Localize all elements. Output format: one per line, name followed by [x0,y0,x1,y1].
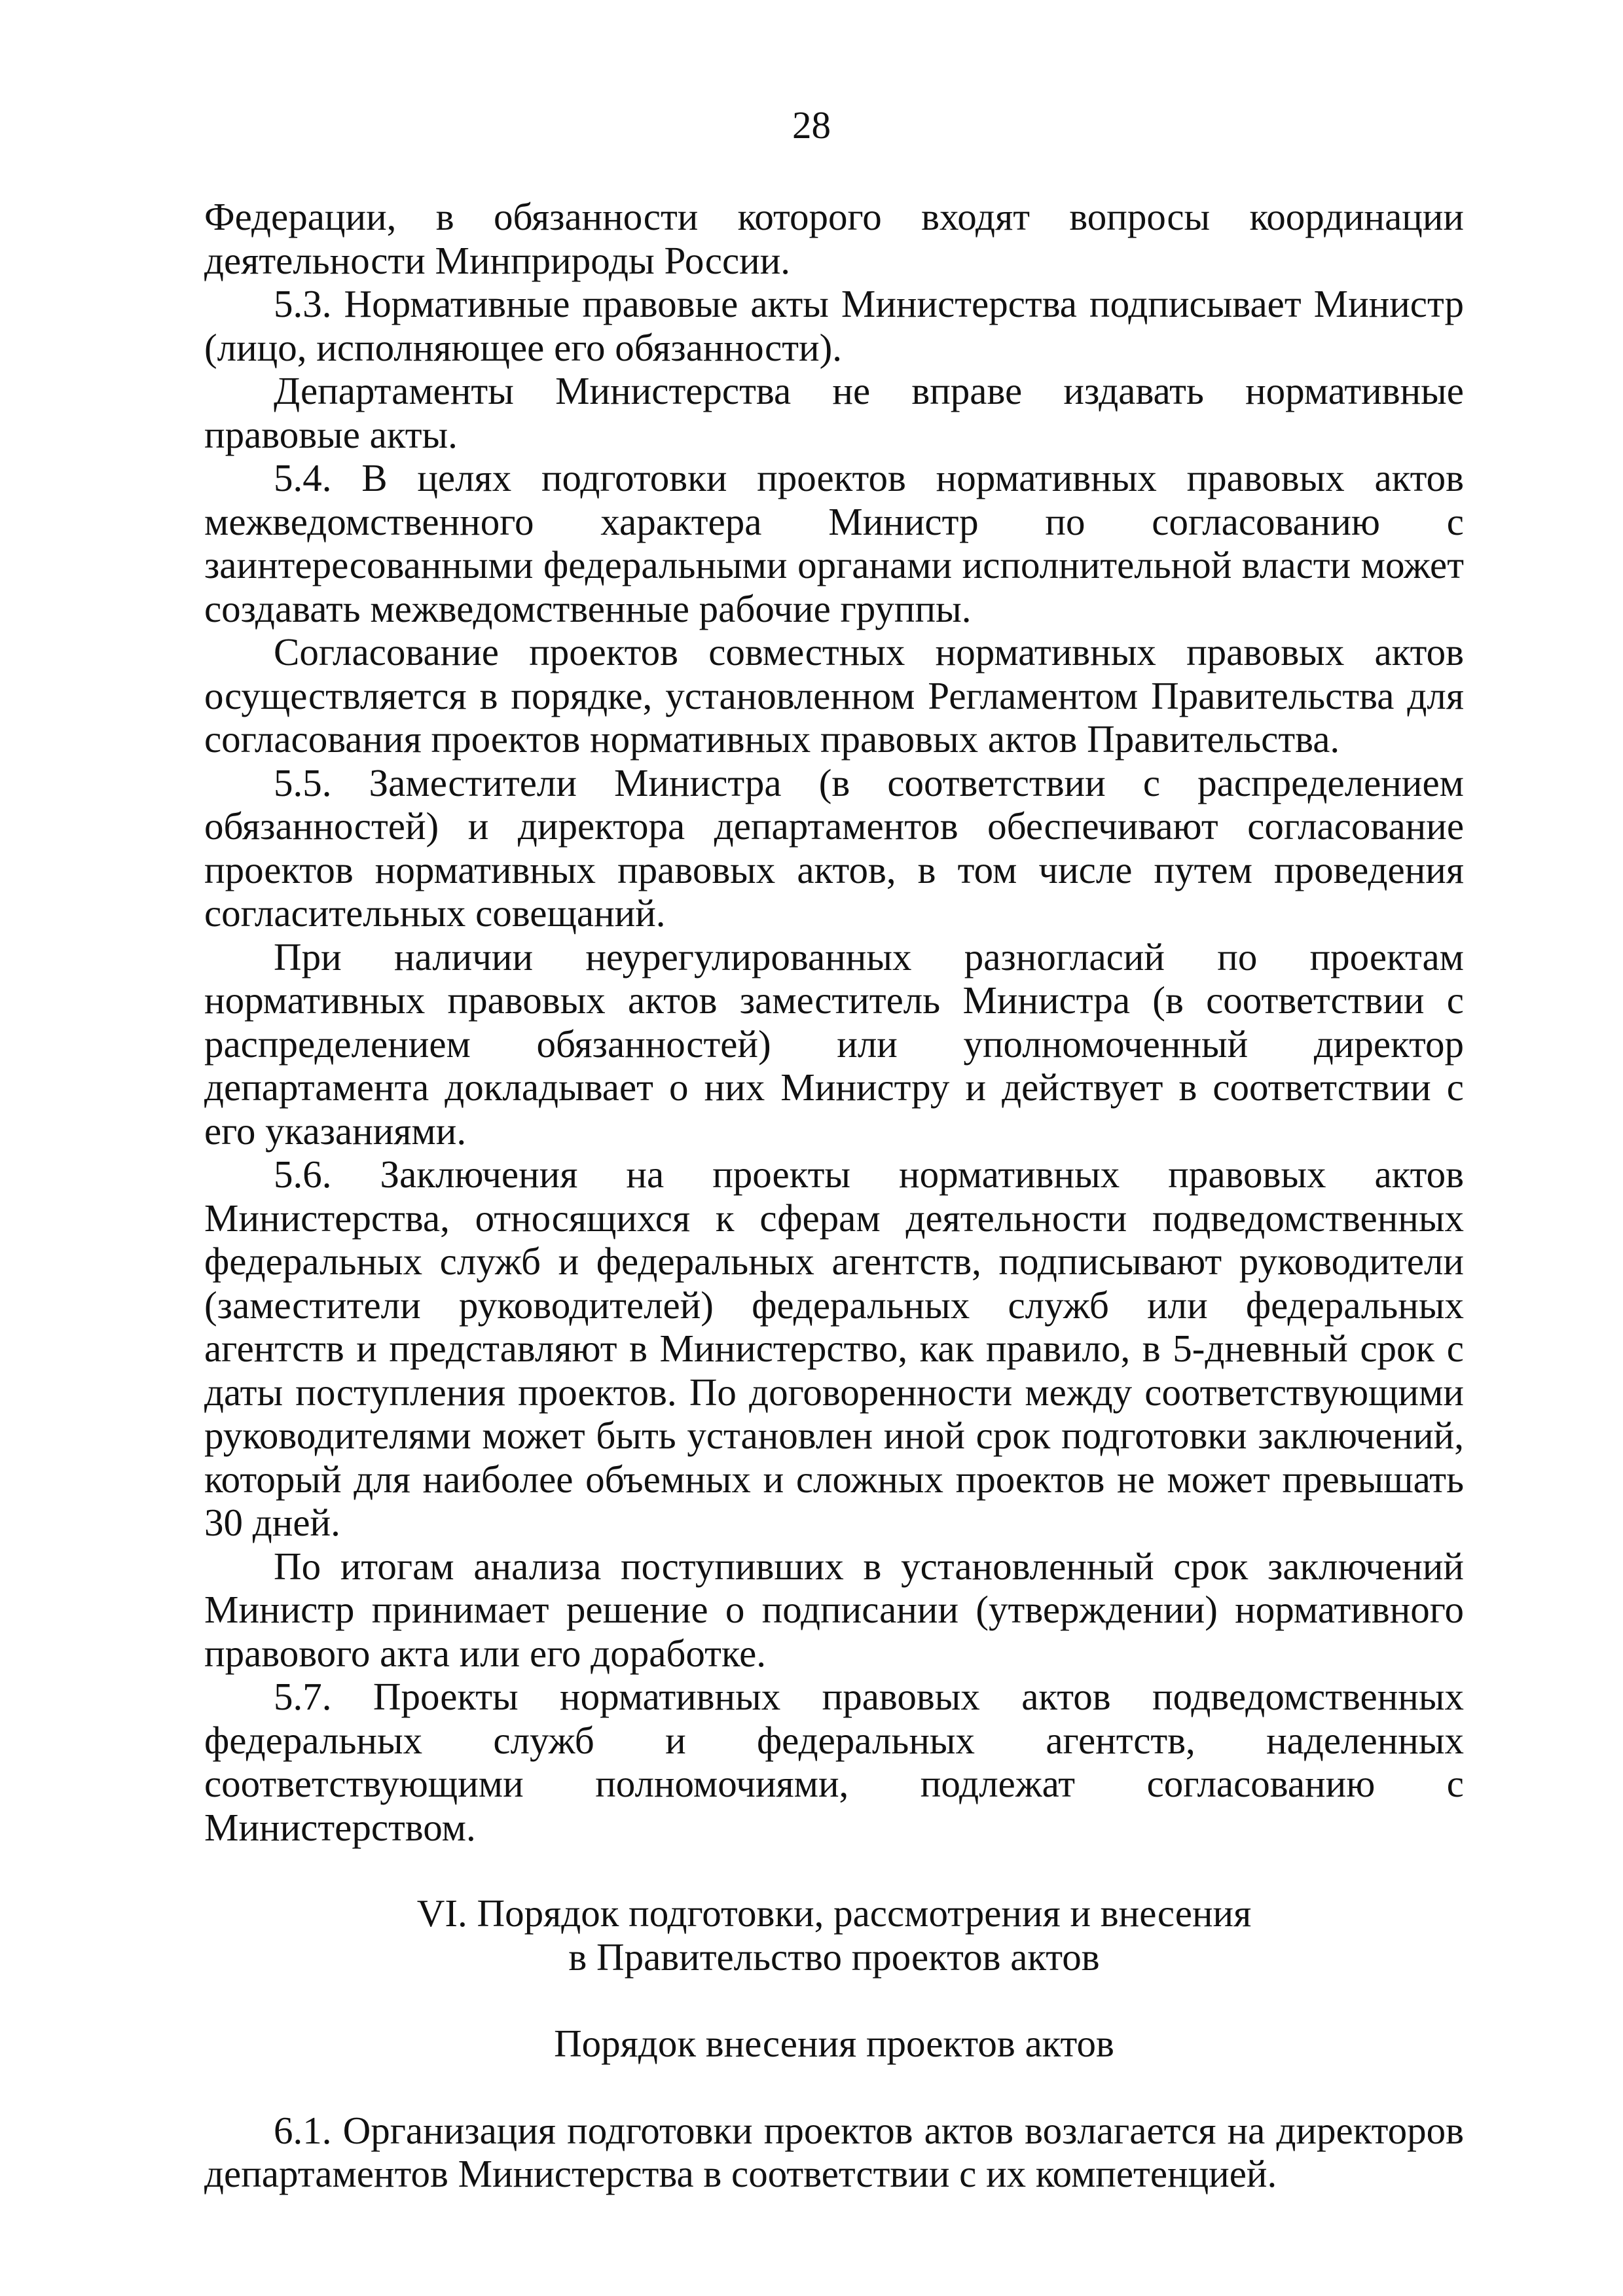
paragraph-5-4: 5.4. В целях подготовки проектов нормативных правовых актов межведомственного характера Министр по согласованию с заинтересованными федеральными органами исполнительной власти может создавать межведомственные рабочие группы. [204,456,1464,630]
paragraph-continuation: Федерации, в обязанности которого входят вопросы координации деятельности Минприроды России. [204,195,1464,282]
paragraph-5-5: 5.5. Заместители Министра (в соответствии с распределением обязанностей) и директора департаментов обеспечивают согласование проектов нормативных правовых актов, в том числе путем проведения согласительных совещаний. [204,761,1464,935]
section-heading-line-2: в Правительство проектов актов [568,1935,1100,1979]
paragraph-disagreements: При наличии неурегулированных разногласий по проектам нормативных правовых актов заместитель Министра (в соответствии с распределением обязанностей) или уполномоченный директор департамента докладывает о них Министру и действует в соответствии с его указаниями. [204,935,1464,1153]
paragraph-5-3: 5.3. Нормативные правовые акты Министерства подписывает Министр (лицо, исполняющее его обязанности). [204,282,1464,369]
section-heading-line-1: VI. Порядок подготовки, рассмотрения и внесения [416,1892,1252,1935]
document-body [204,195,1464,2196]
page-number: 28 [792,103,831,147]
paragraph-5-7: 5.7. Проекты нормативных правовых актов подведомственных федеральных служб и федеральных агентств, наделенных соответствующими полномочиями, подлежат согласованию с Министерством. [204,1675,1464,1849]
paragraph-6-1: 6.1. Организация подготовки проектов актов возлагается на директоров департаментов Министерства в соответствии с их компетенцией. [204,2108,1464,2195]
paragraph-departments-restriction: Департаменты Министерства не вправе издавать нормативные правовые акты. [204,369,1464,456]
paragraph-5-6: 5.6. Заключения на проекты нормативных правовых актов Министерства, относящихся к сферам деятельности подведомственных федеральных служб и федеральных агентств, подписывают руководители (заместители руководителей) федеральных служб или федеральных агентств и представляют в Министерство, как правило, в 5-дневный срок с даты поступления проектов. По договоренности между соответствующими руководителями может быть установлен иной срок подготовки заключений, который для наиболее объемных и сложных проектов не может превышать 30 дней. [204,1153,1464,1544]
paragraph-analysis-results: По итогам анализа поступивших в установленный срок заключений Министр принимает решение о подписании (утверждении) нормативного правового акта или его доработке. [204,1544,1464,1675]
paragraph-joint-acts-approval: Согласование проектов совместных нормативных правовых актов осуществляется в порядке, установленном Регламентом Правительства для согласования проектов нормативных правовых актов Правительства. [204,630,1464,761]
subsection-heading: Порядок внесения проектов актов [554,2022,1114,2065]
